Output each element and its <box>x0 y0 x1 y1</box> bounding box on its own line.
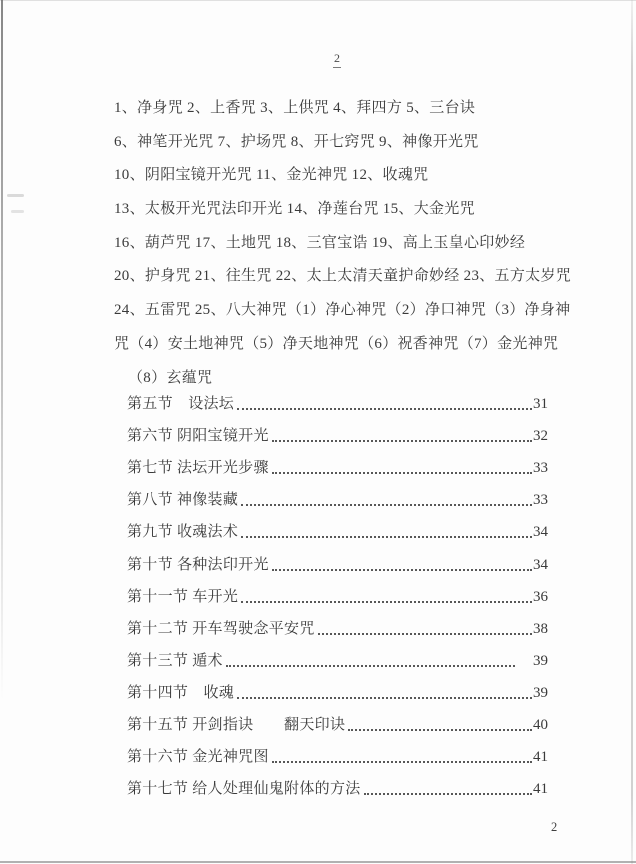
toc-page-number: 36 <box>533 588 548 605</box>
toc-entry <box>127 542 548 574</box>
dot-leader <box>318 633 532 635</box>
dot-leader <box>241 536 532 538</box>
dot-leader <box>272 472 532 474</box>
toc-entry-label: 第十二节 开车驾驶念平安咒 <box>127 620 315 637</box>
spell-list-line: 24、五雷咒 25、八大神咒（1）净心神咒（2）净口神咒（3）净身神 <box>114 302 571 319</box>
spell-list-line: 咒（4）安土地神咒（5）净天地神咒（6）祝香神咒（7）金光神咒 <box>114 335 559 352</box>
spell-list-line: 20、护身咒 21、往生咒 22、太上太清天童护命妙经 23、五方太岁咒 <box>114 268 572 285</box>
toc-entry <box>127 607 548 639</box>
toc-page-number: 34 <box>533 524 548 541</box>
dot-leader <box>241 601 532 603</box>
page-header-number <box>0 51 636 68</box>
toc-entry <box>127 478 548 510</box>
dot-leader <box>364 793 532 795</box>
dot-leader <box>237 697 532 699</box>
scan-edge-bottom <box>0 861 636 863</box>
toc-page-number: 31 <box>533 396 548 413</box>
toc-entry <box>127 703 548 735</box>
toc-entry-label: 第十三节 遁术 <box>127 652 223 669</box>
dot-leader <box>348 729 532 731</box>
toc-entry-label: 第八节 神像装藏 <box>127 492 239 509</box>
spell-list-paragraph <box>114 92 571 395</box>
dot-leader <box>226 665 515 667</box>
toc-entry <box>127 735 548 767</box>
spell-list-line: 6、神笔开光咒 7、护场咒 8、开七窍咒 9、神像开光咒 <box>114 133 479 150</box>
toc-page-number: 40 <box>533 717 548 734</box>
toc-entry <box>127 382 548 414</box>
spell-list-line: 1、净身咒 2、上香咒 3、上供咒 4、拜四方 5、三台诀 <box>114 100 476 116</box>
toc-entry-label: 第九节 收魂法术 <box>127 524 239 541</box>
toc-page-number: 41 <box>533 781 548 798</box>
toc-page-number: 41 <box>533 749 548 766</box>
page-footer-number: 2 <box>551 820 558 834</box>
toc-entry <box>127 510 548 542</box>
dot-leader <box>272 761 532 763</box>
toc-entry <box>127 446 548 478</box>
scan-edge-right <box>631 0 633 864</box>
spell-list-line: （8）玄蕴咒 <box>128 369 213 386</box>
dot-leader <box>237 408 532 410</box>
header-number-text: 2 <box>333 51 341 68</box>
toc-entry-label: 第七节 法坛开光步骤 <box>127 460 269 477</box>
spell-list-line: 16、葫芦咒 17、土地咒 18、三官宝诰 19、高上玉皇心印妙经 <box>114 234 526 251</box>
toc-entry-label: 第十一节 车开光 <box>127 588 239 605</box>
toc-entry <box>127 575 548 607</box>
toc-page-number: 32 <box>533 428 548 445</box>
table-of-contents <box>127 382 548 799</box>
scan-edge-left <box>1 0 3 700</box>
toc-entry-label: 第五节 设法坛 <box>127 396 235 413</box>
toc-page-number: 39 <box>533 684 548 701</box>
toc-entry-label: 第十四节 收魂 <box>127 684 235 701</box>
dot-leader <box>272 569 532 571</box>
toc-entry <box>127 639 548 671</box>
toc-entry-label: 第十七节 给人处理仙鬼附体的方法 <box>127 781 361 798</box>
toc-entry-label: 第十六节 金光神咒图 <box>127 749 269 766</box>
toc-page-number: 33 <box>533 492 548 509</box>
toc-entry <box>127 767 548 799</box>
toc-page-number: 38 <box>533 620 548 637</box>
scan-smudge <box>7 194 24 197</box>
toc-entry-label: 第十五节 开剑指诀 翻天印诀 <box>127 717 346 734</box>
spell-list-line: 13、太极开光咒法印开光 14、净莲台咒 15、大金光咒 <box>114 201 475 218</box>
scan-edge-top <box>0 0 636 1</box>
spell-list-line: 10、阴阳宝镜开光咒 11、金光神咒 12、收魂咒 <box>114 167 429 184</box>
toc-entry-label: 第六节 阴阳宝镜开光 <box>127 428 269 445</box>
toc-page-number: 34 <box>533 556 548 573</box>
toc-entry <box>127 671 548 703</box>
scan-smudge <box>11 210 24 213</box>
toc-page-number: 39 <box>533 652 548 669</box>
dot-leader <box>241 504 532 506</box>
toc-page-number: 33 <box>533 460 548 477</box>
toc-entry <box>127 414 548 446</box>
dot-leader <box>272 440 532 442</box>
toc-entry-label: 第十节 各种法印开光 <box>127 556 269 573</box>
